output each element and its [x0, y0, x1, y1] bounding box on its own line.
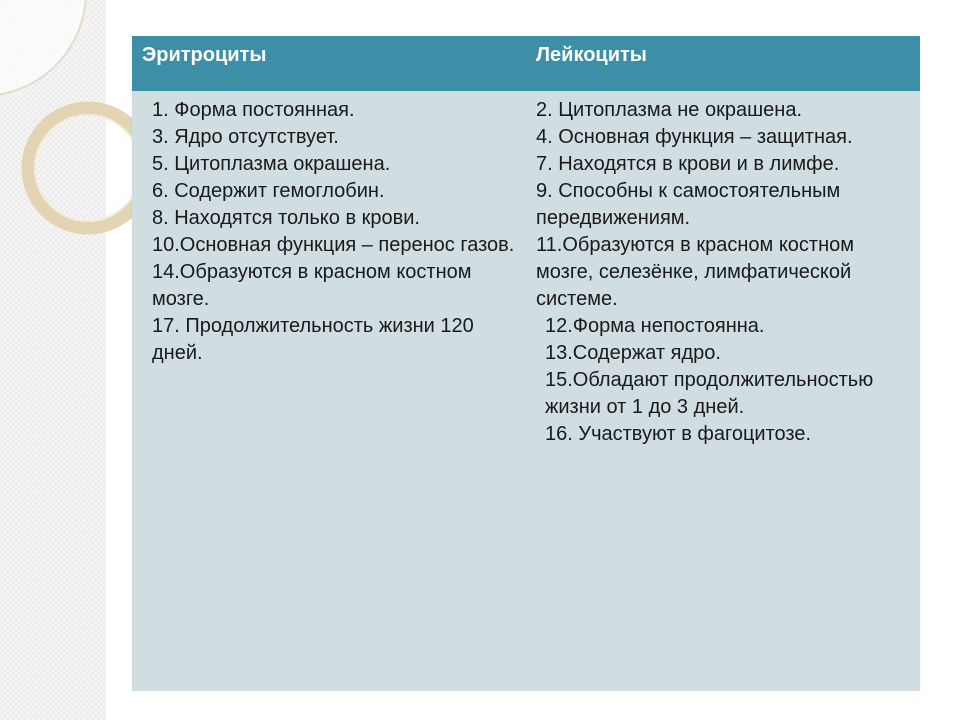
- list-item: 11.Образуются в красном костном мозге, селезёнке, лимфатической системе.: [536, 234, 855, 310]
- top-arc-ring: [0, 0, 86, 96]
- list-item: 6. Содержит гемоглобин.: [152, 180, 385, 202]
- bottom-ring: [28, 108, 140, 228]
- list-item: 1. Форма постоянная.: [152, 99, 355, 121]
- list-item: 12.Форма непостоянна.: [545, 315, 765, 337]
- list-item: 8. Находятся только в крови.: [152, 207, 420, 229]
- list-item: 15.Обладают продолжительностью жизни от 1 до 3 дней.: [545, 369, 874, 418]
- header-erythrocytes: Эритроциты: [142, 44, 267, 66]
- list-item: 10.Основная функция – перенос газов.: [152, 234, 515, 256]
- list-item: 13.Содержат ядро.: [545, 342, 721, 364]
- list-item: 5. Цитоплазма окрашена.: [152, 153, 391, 175]
- decorative-rings: [0, 0, 140, 260]
- comparison-table: [132, 36, 920, 691]
- list-item: 7. Находятся в крови и в лимфе.: [536, 153, 840, 175]
- bottom-ring-inner: [35, 115, 140, 221]
- list-item: 9. Способны к самостоятельным передвижениям.: [536, 180, 841, 229]
- list-item: 3. Ядро отсутствует.: [152, 126, 339, 148]
- leukocytes-list: [536, 97, 914, 448]
- list-item: 16. Участвуют в фагоцитозе.: [545, 423, 812, 445]
- table-header-row: [132, 36, 920, 91]
- list-item: 17. Продолжительность жизни 120 дней.: [152, 315, 474, 364]
- list-item: 2. Цитоплазма не окрашена.: [536, 99, 802, 121]
- erythrocytes-list: [152, 97, 522, 367]
- header-leukocytes: Лейкоциты: [536, 44, 647, 66]
- list-item: 14.Образуются в красном костном мозге.: [152, 261, 472, 310]
- list-item: 4. Основная функция – защитная.: [536, 126, 853, 148]
